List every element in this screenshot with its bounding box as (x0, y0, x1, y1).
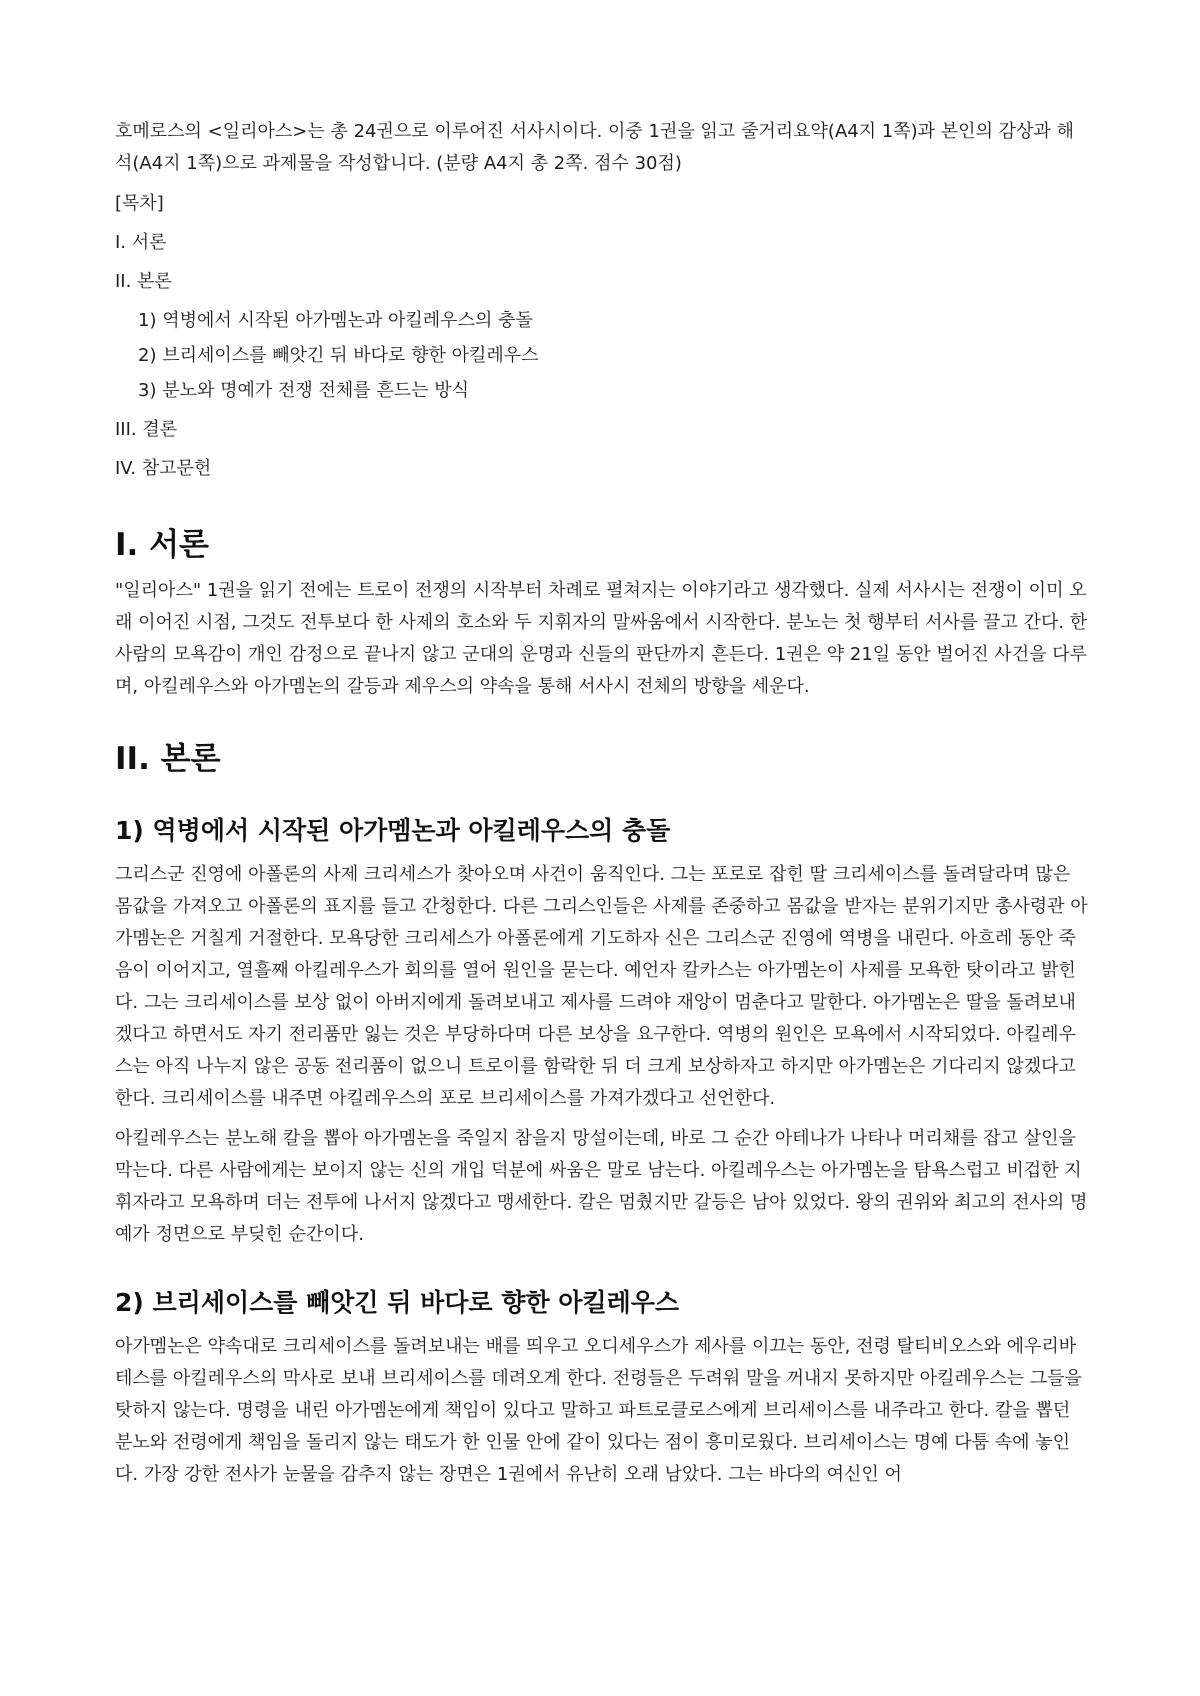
subsection-heading-1: 1) 역병에서 시작된 아가멤논과 아킬레우스의 충돌 (115, 816, 671, 845)
table-of-contents (115, 188, 1088, 485)
toc-subitem-2: 2) 브리세이스를 빼앗긴 뒤 바다로 향한 아킬레우스 (138, 345, 539, 366)
toc-title: [목차] (115, 193, 164, 214)
toc-item-references: IV. 참고문헌 (115, 458, 212, 479)
subsection-2-paragraph-1: 아가멤논은 약속대로 크리세이스를 돌려보내는 배를 띄우고 오디세우스가 제사를 이끄는 동안, 전령 탈티비오스와 에우리바테스를 아킬레우스의 막사로 보내 브리세이스를 데려오게 한다. 전령들은 두려워 말을 꺼내지 못하지만 아킬레우스는 그들을 탓하지 않는다. 명령을 내린 아가멤논에게 책임이 있다고 말하고 파트로클로스에게 브리세이스를 내주라고 한다. 칼을 뽑던 분노와 전령에게 책임을 돌리지 않는 태도가 한 인물 안에 같이 있다는 점이 흥미로웠다. 브리세이스는 명예 다툼 속에 놓인다. 가장 강한 전사가 눈물을 감추지 않는 장면은 1권에서 유난히 오래 남았다. 그는 바다의 여신인 어 (115, 1336, 1082, 1485)
section-heading-intro: I. 서론 (115, 527, 209, 563)
section-heading-main: II. 본론 (115, 741, 221, 777)
subsection-1-paragraph-2: 아킬레우스는 분노해 칼을 뽑아 아가멤논을 죽일지 참을지 망설이는데, 바로 그 순간 아테나가 나타나 머리채를 잡고 살인을 막는다. 다른 사람에게는 보이지 않는 신의 개입 덕분에 싸움은 말로 남는다. 아킬레우스는 아가멤논을 탐욕스럽고 비겁한 지휘자라고 모욕하며 더는 전투에 나서지 않겠다고 맹세한다. 칼은 멈췄지만 갈등은 남아 있었다. 왕의 권위와 최고의 전사의 명예가 정면으로 부딪힌 순간이다. (115, 1128, 1088, 1245)
toc-subitem-1: 1) 역병에서 시작된 아가멤논과 아킬레우스의 충돌 (138, 310, 533, 331)
toc-item-intro: I. 서론 (115, 232, 167, 253)
toc-item-main: II. 본론 (115, 271, 172, 292)
subsection-1-paragraph-1: 그리스군 진영에 아폴론의 사제 크리세스가 찾아오며 사건이 움직인다. 그는 포로로 잡힌 딸 크리세이스를 돌려달라며 많은 몸값을 가져오고 아폴론의 표지를 들고 간청한다. 다른 그리스인들은 사제를 존중하고 몸값을 받자는 분위기지만 총사령관 아가멤논은 거칠게 거절한다. 모욕당한 크리세스가 아폴론에게 기도하자 신은 그리스군 진영에 역병을 내린다. 아흐레 동안 죽음이 이어지고, 열흘째 아킬레우스가 회의를 열어 원인을 묻는다. 예언자 칼카스는 아가멤논이 사제를 모욕한 탓이라고 밝힌다. 그는 크리세이스를 보상 없이 아버지에게 돌려보내고 제사를 드려야 재앙이 멈춘다고 말한다. 아가멤논은 딸을 돌려보내겠다고 하면서도 자기 전리품만 잃는 것은 부당하다며 다른 보상을 요구한다. 역병의 원인은 모욕에서 시작되었다. 아킬레우스는 아직 나누지 않은 공동 전리품이 없으니 트로이를 함락한 뒤 더 크게 보상하자고 하지만 아가멤논은 기다리지 않겠다고 한다. 크리세이스를 내주면 아킬레우스의 포로 브리세이스를 가져가겠다고 선언한다. (115, 864, 1088, 1109)
assignment-description: 호메로스의 <일리아스>는 총 24권으로 이루어진 서사시이다. 이중 1권을 읽고 줄거리요약(A4지 1쪽)과 본인의 감상과 해석(A4지 1쪽)으로 과제물을 작성합니다. (분량 A4지 총 2쪽. 점수 30점) (115, 121, 1074, 174)
subsection-heading-2: 2) 브리세이스를 빼앗긴 뒤 바다로 향한 아킬레우스 (115, 1288, 680, 1317)
toc-item-conclusion: III. 결론 (115, 419, 178, 440)
toc-subitem-3: 3) 분노와 명예가 전쟁 전체를 흔드는 방식 (138, 380, 470, 401)
intro-paragraph: "일리아스" 1권을 읽기 전에는 트로이 전쟁의 시작부터 차례로 펼쳐지는 이야기라고 생각했다. 실제 서사시는 전쟁이 이미 오래 이어진 시점, 그것도 전투보다 한 사제의 호소와 두 지휘자의 말싸움에서 시작한다. 분노는 첫 행부터 서사를 끌고 간다. 한 사람의 모욕감이 개인 감정으로 끝나지 않고 군대의 운명과 신들의 판단까지 흔든다. 1권은 약 21일 동안 벌어진 사건을 다루며, 아킬레우스와 아가멤논의 갈등과 제우스의 약속을 통해 서사시 전체의 방향을 세운다. (115, 580, 1088, 697)
